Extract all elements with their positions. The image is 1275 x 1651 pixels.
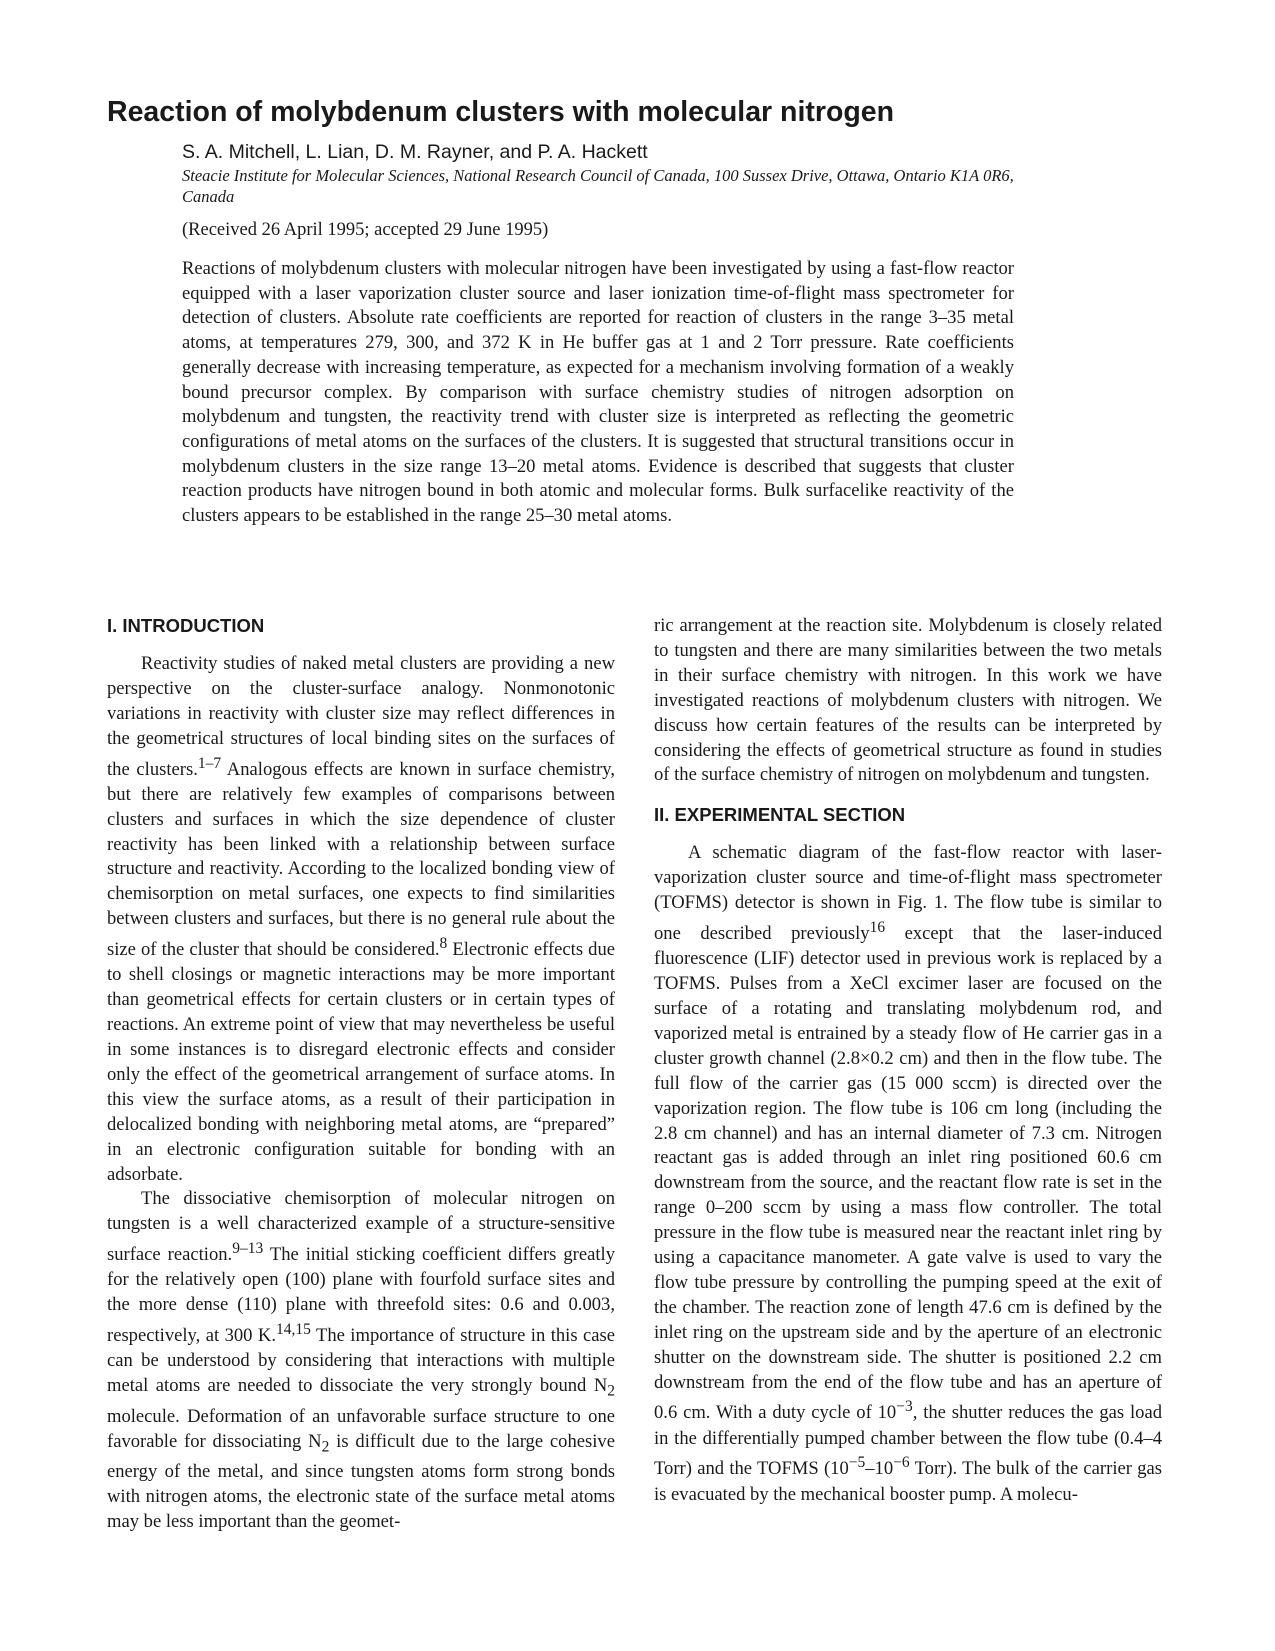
citation-ref: 16 [869,919,886,937]
abstract: Reactions of molybdenum clusters with molecular nitrogen have been investigated by using a fast-flow reactor equipped with a laser vaporization cluster source and laser ionization time-of-flight mass spectrometer for detection of clusters. Absolute rate coefficients are reported for reaction of clusters in the range 3–35 metal atoms, at temperatures 279, 300, and 372 K in He buffer gas at 1 and 2 Torr pressure. Rate coefficients generally decrease with increasing temperature, as expected for a mechanism involving formation of a weakly bound precursor complex. By comparison with surface chemistry studies of nitrogen adsorption on molybdenum and tungsten, the reactivity trend with cluster size is interpreted as reflecting the geometric configurations of metal atoms on the surfaces of the clusters. It is suggested that structural transitions occur in molybdenum clusters in the size range 13–20 metal atoms. Evidence is described that suggests that cluster reaction products have nitrogen bound in both atomic and molecular forms. Bulk surfacelike reactivity of the clusters appears to be established in the range 25–30 metal atoms. [182,258,1014,527]
exponent: −6 [893,1454,910,1472]
experimental-paragraph-1: A schematic diagram of the fast-flow reactor with laser-vaporization cluster source and time-of-flight mass spectrometer (TOFMS) detector is shown in Fig. 1. The flow tube is similar to one described previously$^{16}$ except that the laser-induced fluorescence (LIF) detector used in previous work is replaced by a TOFMS. Pulses from a XeCl excimer laser are focused on the surface of a rotating and translating molybdenum rod, and vaporized metal is entrained by a steady flow of He carrier gas in a cluster growth channel (2.8×0.2 cm) and then in the flow tube. The full flow of the carrier gas (15 000 sccm) is directed over the vaporization region. The flow tube is 106 cm long (including the 2.8 cm channel) and has an internal diameter of 7.3 cm. Nitrogen reactant gas is added through an inlet ring positioned 60.6 cm downstream from the source, and the reactant flow rate is set in the range 0–200 sccm by using a mass flow controller. The total pressure in the flow tube is measured near the reactant inlet ring by using a capacitance manometer. A gate valve is used to vary the flow tube pressure by controlling the pumping speed at the exit of the chamber. The reaction zone of length 47.6 cm is defined by the inlet ring on the upstream side and by the aperture of an electronic shutter on the downstream side. The shutter is positioned 2.2 cm downstream from the end of the flow tube and has an aperture of 0.6 cm. With a duty cycle of $10^{-3}$, the shutter reduces the gas load in the differentially pumped chamber between the flow tube (0.4–4 Torr) and the TOFMS ($10^{-5}-10^{-6}$ Torr). The bulk of the carrier gas is evacuated by the mechanical booster pump. A molecu- [654,842,1163,1505]
paper-title: Reaction of molybdenum clusters with molecular nitrogen [107,96,895,128]
section-heading-experimental: II. EXPERIMENTAL SECTION [654,804,906,826]
citation-ref: 14,15 [275,1321,311,1339]
intro-paragraph-2-continued: ric arrangement at the reaction site. Molybdenum is closely related to tungsten and there are many similarities between the two metals in their surface chemistry with nitrogen. In this work we have investigated reactions of molybdenum clusters with nitrogen. We discuss how certain features of the results can be interpreted by considering the effects of geometrical structure as found in studies of the surface chemistry of nitrogen on molybdenum and tungsten. [654,615,1162,786]
author-list: S. A. Mitchell, L. Lian, D. M. Rayner, and P. A. Hackett [182,141,648,163]
exponent: −5 [848,1454,866,1472]
citation-ref: 1–7 [197,754,222,772]
citation-ref: 9–13 [232,1240,264,1258]
intro-paragraph-2: The dissociative chemisorption of molecular nitrogen on tungsten is a well characterized example of a structure-sensitive surface reaction.$^{9-13}$ The initial sticking coefficient differs greatly for the relatively open (100) plane with fourfold surface sites and the more dense (110) plane with threefold sites: 0.6 and 0.003, respectively, at 300 K.$^{14,15}$ The importance of structure in this case can be understood by considering that interactions with multiple metal atoms are needed to dissociate the very strongly bound $N_2$ molecule. Deformation of an unfavorable surface structure to one favorable for dissociating $N_2$ is difficult due to the large cohesive energy of the metal, and since tungsten atoms form strong bonds with nitrogen atoms, the electronic state of the surface metal atoms may be less important than the geomet- [107,1188,616,1533]
column-left [107,614,615,1535]
exponent: −3 [896,1398,913,1416]
affiliation: Steacie Institute for Molecular Sciences, National Research Council of Canada, 100 Sussex Drive, Ottawa, Ontario K1A 0R6, Canada [182,166,1014,206]
section-heading-introduction: I. INTRODUCTION [107,615,265,636]
received-dates: (Received 26 April 1995; accepted 29 June 1995) [182,220,549,240]
column-right [654,614,1162,1507]
intro-paragraph-1: Reactivity studies of naked metal clusters are providing a new perspective on the cluster-surface analogy. Nonmonotonic variations in reactivity with cluster size may reflect differences in the geometrical structures of local binding sites on the surfaces of the clusters.$^{1-7}$ Analogous effects are known in surface chemistry, but there are relatively few examples of comparisons between clusters and surfaces in which the size dependence of cluster reactivity has been linked with a relationship between surface structure and reactivity. According to the localized bonding view of chemisorption on metal surfaces, one expects to find similarities between clusters and surfaces, but there is no general rule about the size of the cluster that should be considered.$^8$ Electronic effects due to shell closings or magnetic interactions may be more important than geometrical effects for certain clusters or in certain types of reactions. An extreme point of view that may nevertheless be useful in some instances is to disregard electronic effects and consider only the effect of the geometrical arrangement of surface atoms. In this view the surface atoms, as a result of their participation in delocalized bonding with neighboring metal atoms, are “prepared” in an electronic configuration suitable for bonding with an adsorbate. [107,653,616,1185]
citation-ref: 8 [439,935,448,953]
